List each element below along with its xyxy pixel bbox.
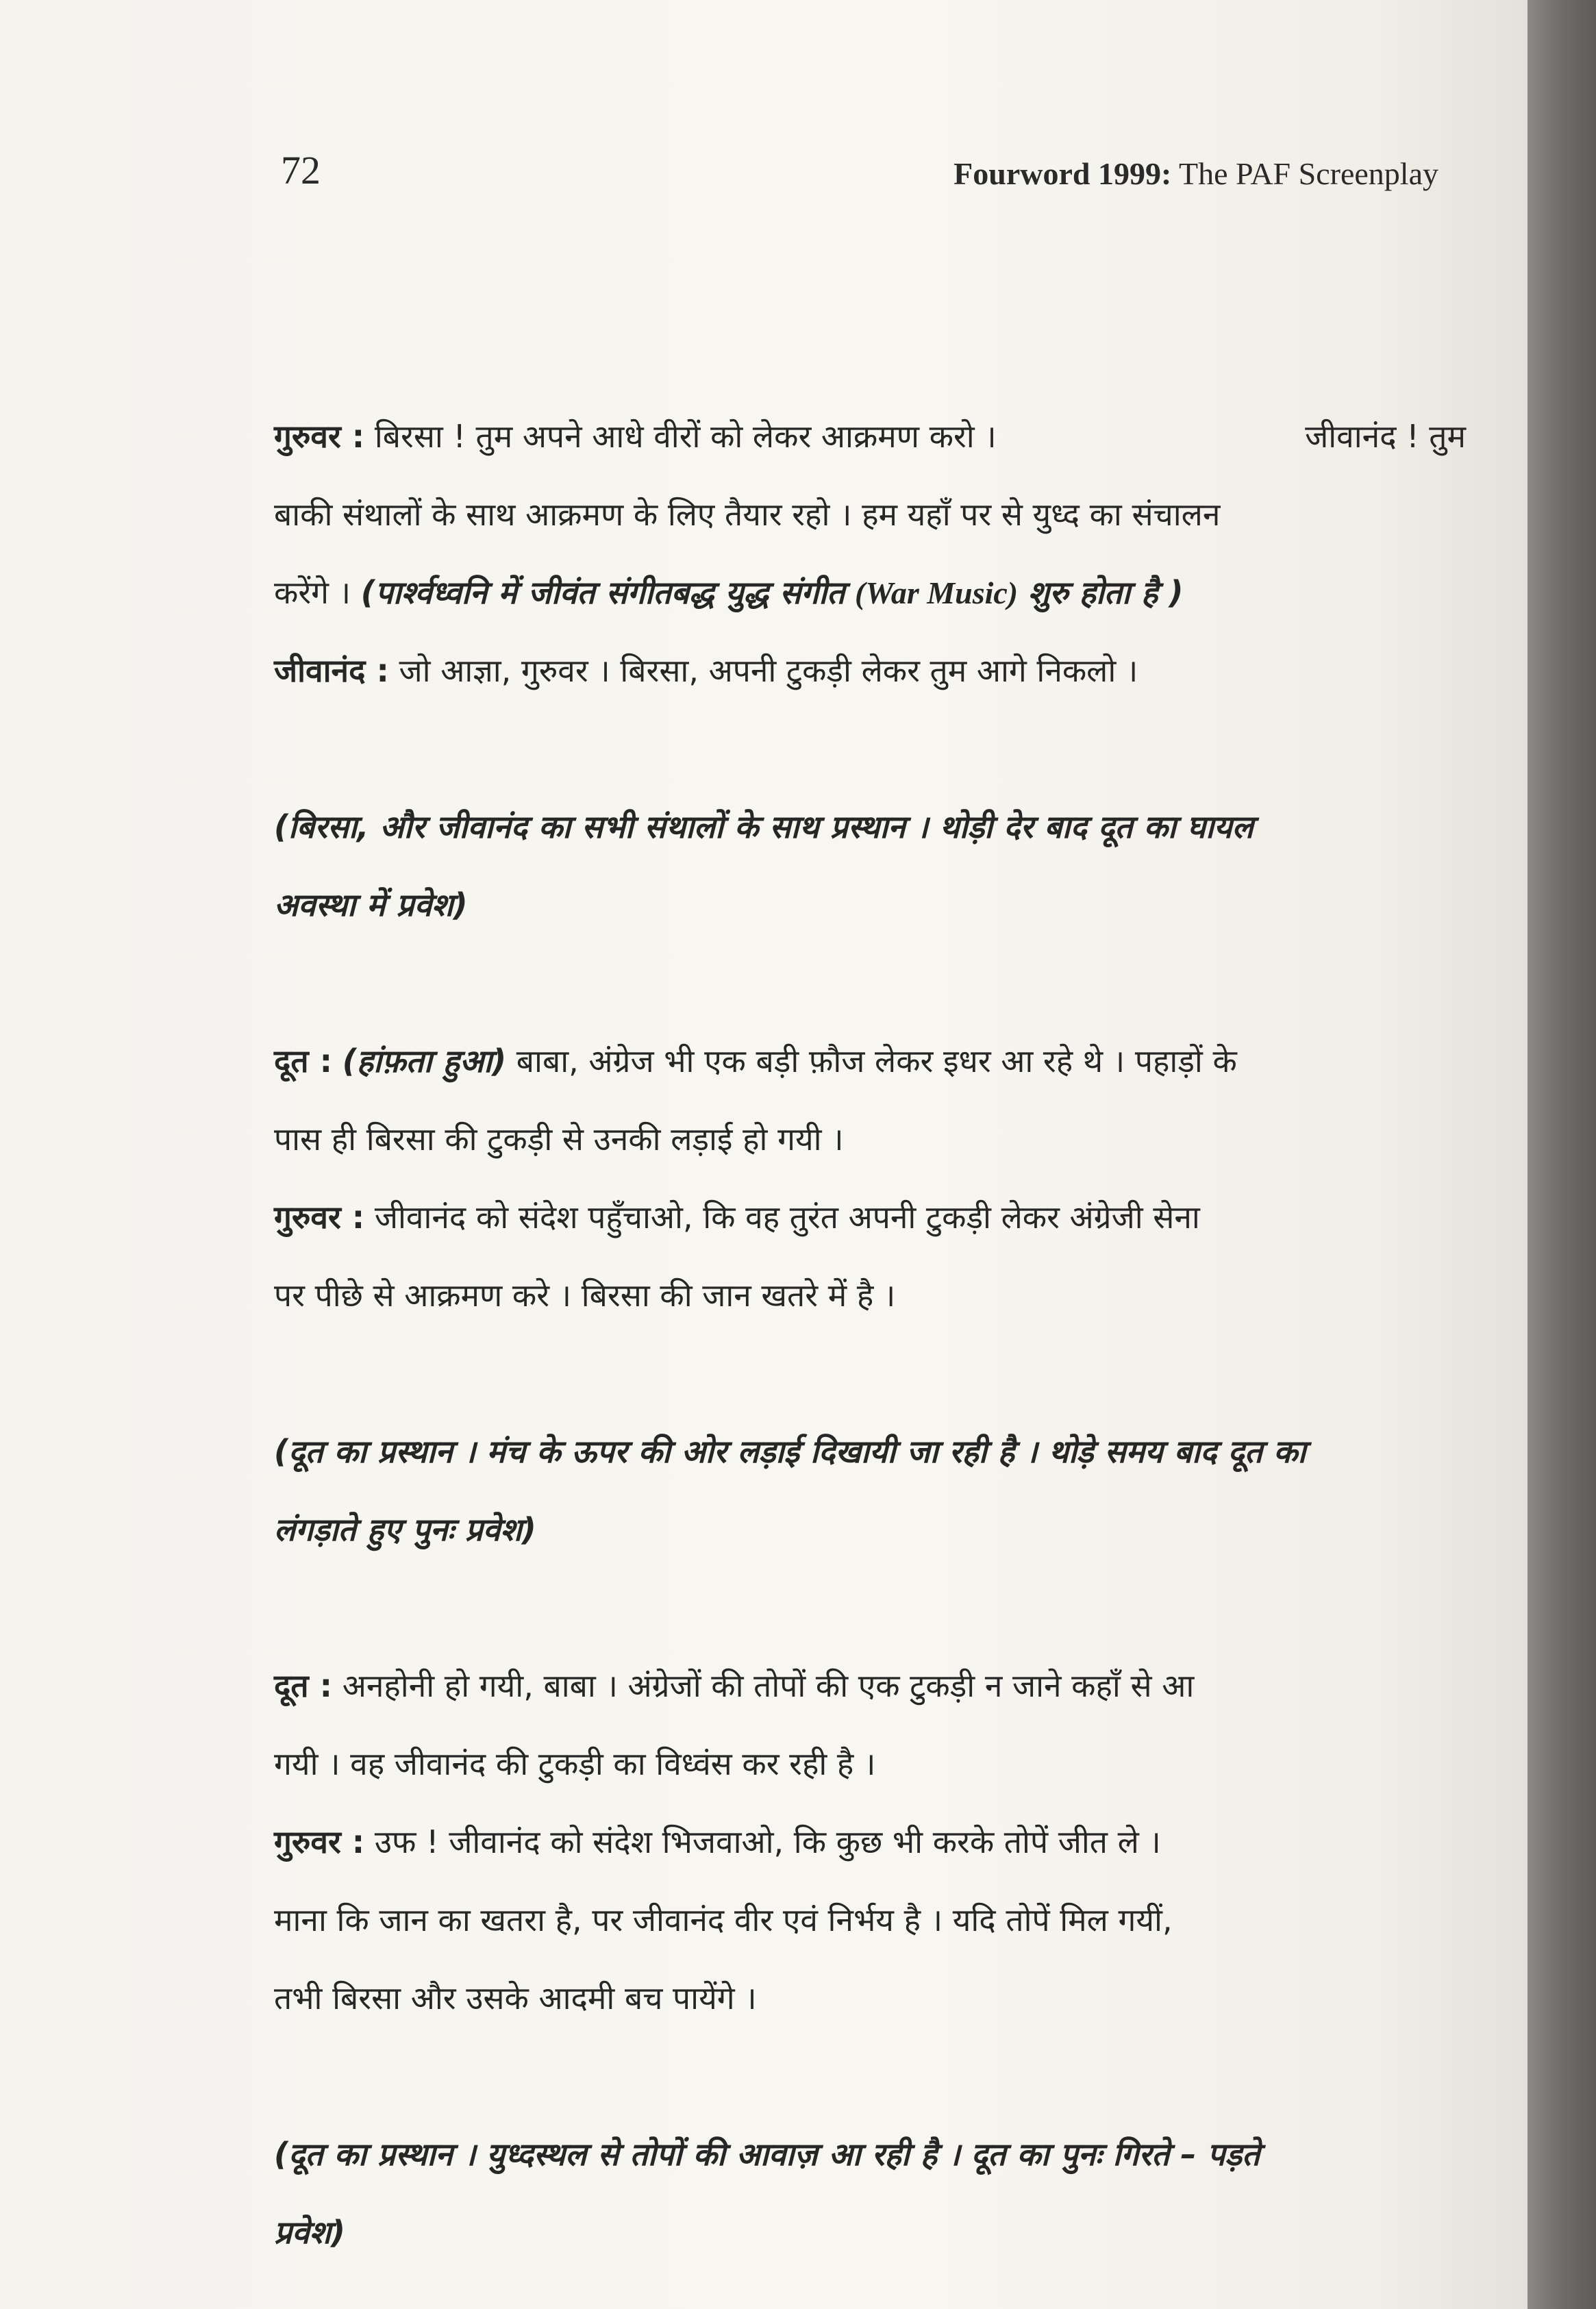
stage-direction-line: (दूत का प्रस्थान । मंच के ऊपर की ओर लड़ाई दिखायी जा रही है । थोड़े समय बाद दूत का — [274, 1433, 1306, 1470]
dialogue-line: पर पीछे से आक्रमण करे । बिरसा की जान खतरे में है । — [274, 1277, 896, 1314]
speaker-name: गुरुवर : — [274, 1823, 365, 1860]
spacer — [274, 1569, 1466, 1647]
dialogue-text: उफ ! जीवानंद को संदेश भिजवाओ, कि कुछ भी करके तोपें जीत ले । — [374, 1823, 1161, 1860]
page-number: 72 — [281, 148, 321, 192]
book-title-bold: Fourword 1999: — [953, 156, 1172, 191]
screenplay-text — [274, 397, 1466, 2271]
stage-direction-line: अवस्था में प्रवेश) — [274, 886, 468, 923]
dialogue-line — [274, 553, 1466, 632]
dialogue-line: पास ही बिरसा की टुकड़ी से उनकी लड़ाई हो गयी । — [274, 1121, 844, 1158]
speaker-name: गुरुवर : — [274, 1199, 365, 1236]
dialogue-line: बाकी संथालों के साथ आक्रमण के लिए तैयार रहो । हम यहाँ पर से युध्द का संचालन — [274, 496, 1221, 533]
stage-direction-line: (बिरसा, और जीवानंद का सभी संथालों के साथ प्रस्थान । थोड़ी देर बाद दूत का घायल — [274, 808, 1254, 845]
dialogue-line — [274, 1647, 1466, 1725]
stage-direction: शुरु होता है ) — [1027, 574, 1184, 611]
dialogue-text: जो आज्ञा, गुरुवर । बिरसा, अपनी टुकड़ी लेकर तुम आगे निकलो । — [399, 652, 1138, 689]
spacer — [274, 1334, 1466, 1412]
dialogue-text: बिरसा ! तुम अपने आधे वीरों को लेकर आक्रमण करो । — [374, 418, 997, 455]
dialogue-segment — [274, 397, 997, 475]
stage-direction: (पार्श्वध्वनि में जीवंत संगीतबद्ध युद्ध संगीत — [360, 574, 845, 611]
running-header — [281, 147, 1438, 202]
dialogue-text: करेंगे । — [274, 574, 351, 611]
book-title-rest: The PAF Screenplay — [1171, 156, 1438, 191]
dialogue-line — [274, 1803, 1466, 1881]
book-gutter-shadow — [1528, 0, 1596, 2309]
speaker-name: दूत : — [274, 1043, 333, 1079]
dialogue-line — [274, 1022, 1466, 1100]
dialogue-text: अनहोनी हो गयी, बाबा । अंग्रेजों की तोपों की एक टुकड़ी न जाने कहाँ से आ — [342, 1667, 1195, 1704]
aside-direction: (हांफ़ता हुआ) — [342, 1043, 507, 1079]
dialogue-text: बाबा, अंग्रेज भी एक बड़ी फ़ौज लेकर इधर आ रहे थे । पहाड़ों के — [516, 1043, 1237, 1079]
speaker-name: गुरुवर : — [274, 418, 365, 455]
stage-direction-line: लंगड़ाते हुए पुनः प्रवेश) — [274, 1511, 536, 1548]
speaker-name: दूत : — [274, 1667, 333, 1704]
dialogue-text: जीवानंद ! तुम — [1305, 418, 1466, 455]
spacer — [274, 2037, 1466, 2115]
speaker-name: जीवानंद : — [274, 652, 389, 689]
stage-direction-line: (दूत का प्रस्थान । युध्दस्थल से तोपों की आवाज़ आ रही है । दूत का पुनः गिरते – पड़ते — [274, 2136, 1260, 2173]
dialogue-line: तभी बिरसा और उसके आदमी बच पायेंगे । — [274, 1980, 757, 2017]
stage-direction-latin: (War Music) — [855, 575, 1019, 610]
spacer — [274, 710, 1466, 788]
dialogue-line — [274, 632, 1466, 710]
dialogue-line: गयी । वह जीवानंद की टुकड़ी का विध्वंस कर रही है । — [274, 1745, 876, 1782]
book-title — [953, 155, 1438, 192]
dialogue-line — [274, 1178, 1466, 1256]
dialogue-line: माना कि जान का खतरा है, पर जीवानंद वीर एवं निर्भय है । यदि तोपें मिल गयीं, — [274, 1901, 1173, 1938]
dialogue-line — [274, 397, 1466, 475]
stage-direction-line: प्रवेश) — [274, 2214, 346, 2251]
dialogue-text: जीवानंद को संदेश पहुँचाओ, कि वह तुरंत अपनी टुकड़ी लेकर अंग्रेजी सेना — [374, 1199, 1200, 1236]
spacer — [274, 944, 1466, 1022]
